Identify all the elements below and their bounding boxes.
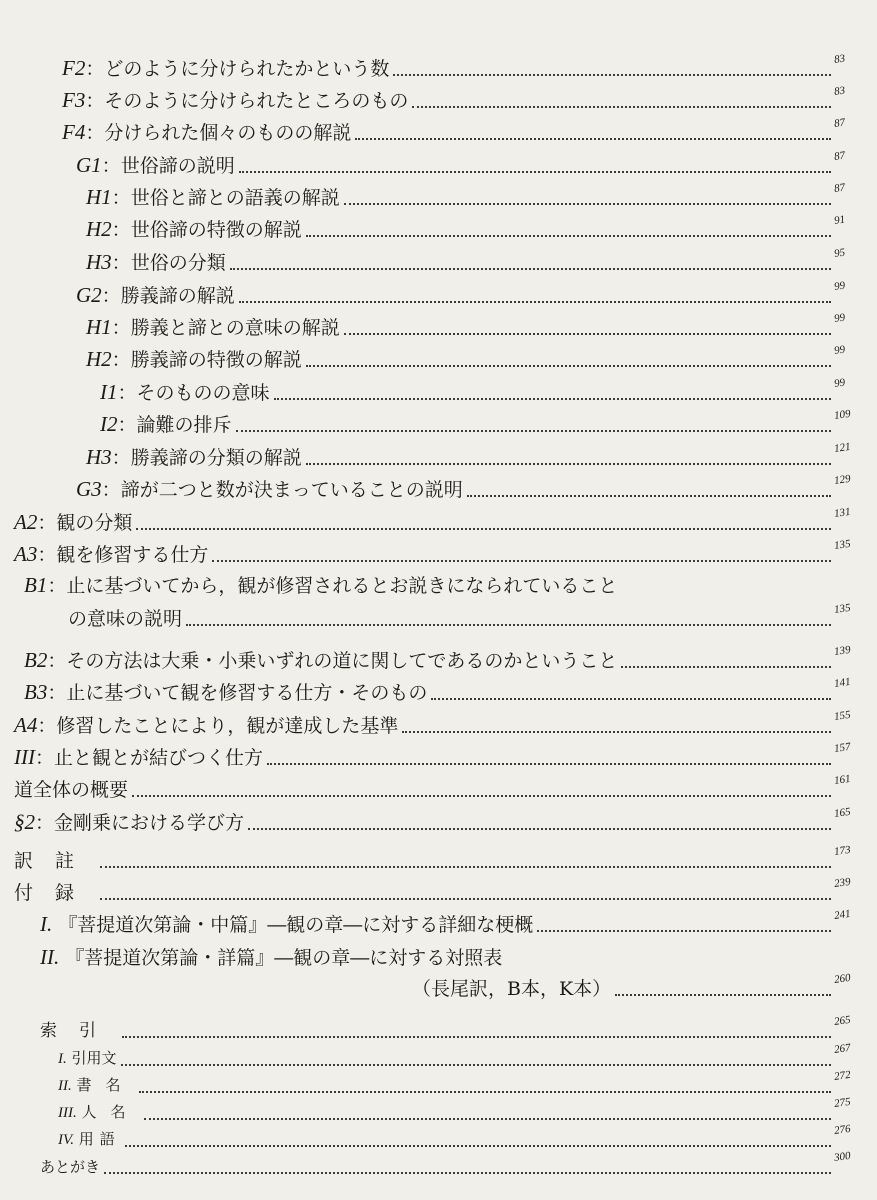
- entry-title: 金剛乗における学び方: [54, 812, 245, 834]
- page-number: 99: [833, 279, 846, 293]
- page-number: 165: [833, 805, 852, 820]
- leader-dots: [306, 235, 831, 237]
- toc-entry: A4：修習したことにより，観が達成した基準 155: [14, 703, 857, 737]
- entry-number: H3: [86, 445, 112, 469]
- entry-title: 『菩提道次第論・詳篇』―観の章―に対する対照表: [65, 947, 503, 969]
- page-number: 109: [833, 407, 852, 422]
- entry-number: I2: [100, 412, 118, 436]
- entry-title: 訳註: [14, 850, 97, 872]
- toc-entry: [14, 838, 857, 872]
- entry-title: 諦が二つと数が決まっていることの説明: [120, 479, 463, 501]
- page-number: 141: [833, 675, 852, 690]
- entry-number: I.: [40, 912, 53, 936]
- entry-title: 止と観とが結びつく仕方: [54, 747, 264, 769]
- entry-title: 索引: [40, 1021, 118, 1041]
- entry-title: 付録: [14, 882, 97, 904]
- toc-entry: [40, 1144, 857, 1178]
- toc-entry: G2：勝義諦の解説 99: [76, 273, 857, 307]
- entry-title: 世俗諦の説明: [120, 155, 235, 177]
- page-number: 121: [833, 440, 852, 455]
- leader-dots: [236, 430, 831, 432]
- entry-title: そのものの意味: [136, 382, 270, 404]
- page-number: 241: [833, 907, 852, 922]
- leader-dots: [239, 301, 831, 303]
- entry-number: H2: [86, 347, 112, 371]
- page-number: 135: [833, 537, 852, 552]
- page-number: 265: [833, 1013, 852, 1028]
- leader-dots: [402, 731, 831, 733]
- entry-number: A3: [14, 542, 38, 566]
- entry-title: 道全体の概要: [14, 779, 129, 801]
- entry-title: 修習したことにより，観が達成した基準: [56, 715, 399, 737]
- leader-dots: [393, 74, 831, 76]
- entry-number: §2: [14, 810, 35, 834]
- entry-number: A2: [14, 510, 38, 534]
- toc-entry: B2：その方法は大乗・小乗いずれの道に関してであるのかということ 139: [24, 638, 857, 672]
- leader-dots: [467, 495, 831, 497]
- page-number: 161: [833, 772, 852, 787]
- entry-title: 止に基づいて観を修習する仕方・そのもの: [66, 682, 428, 704]
- entry-number: II.: [58, 1078, 72, 1094]
- entry-number: III: [14, 745, 35, 769]
- entry-number: B2: [24, 648, 48, 672]
- toc-entry: B1：止に基づいてから，観が修習されるとお説きになられていること: [24, 573, 618, 597]
- toc-entry: F2：どのように分けられたかという数 83: [62, 46, 857, 80]
- entry-title: 用語: [78, 1130, 121, 1148]
- toc-entry: H3：世俗の分類 95: [86, 240, 857, 274]
- toc-entry: [14, 767, 857, 801]
- entry-number: H1: [86, 185, 112, 209]
- entry-number: I1: [100, 380, 118, 404]
- page-number: 99: [833, 376, 846, 390]
- page-number: 87: [833, 149, 846, 163]
- page-number: 300: [833, 1149, 852, 1164]
- leader-dots: [100, 866, 831, 868]
- page-number: 139: [833, 643, 852, 658]
- leader-dots: [212, 560, 831, 562]
- leader-dots: [537, 930, 831, 932]
- entry-number: H2: [86, 217, 112, 241]
- page-number: 157: [833, 740, 852, 755]
- leader-dots: [239, 171, 831, 173]
- entry-title: そのように分けられたところのもの: [104, 90, 409, 112]
- leader-dots: [104, 1172, 831, 1174]
- leader-dots: [248, 828, 831, 830]
- entry-number: F2: [62, 56, 86, 80]
- entry-title: 『菩提道次第論・中篇』―観の章―に対する詳細な梗概: [58, 914, 534, 936]
- leader-dots: [306, 463, 831, 465]
- leader-dots: [267, 763, 831, 765]
- page-number: 239: [833, 875, 852, 890]
- page-number: 87: [833, 181, 846, 195]
- leader-dots: [344, 203, 831, 205]
- entry-number: G3: [76, 477, 102, 501]
- toc-entry: A3：観を修習する仕方 135: [14, 532, 857, 566]
- page-number: 276: [833, 1122, 852, 1137]
- entry-title: その方法は大乗・小乗いずれの道に関してであるのかということ: [66, 650, 618, 672]
- entry-number: F4: [62, 120, 86, 144]
- page-number: 99: [833, 311, 846, 325]
- page-number: 87: [833, 116, 846, 130]
- toc-entry: F3：そのように分けられたところのもの 83: [62, 78, 857, 112]
- entry-title: 止に基づいてから，観が修習されるとお説きになられていること: [66, 575, 618, 597]
- toc-entry: I1：そのものの意味 99: [100, 370, 857, 404]
- page-number: 260: [833, 971, 852, 986]
- leader-dots: [274, 398, 831, 400]
- page-number: 129: [833, 472, 852, 487]
- toc-entry: [40, 902, 857, 936]
- page-number: 83: [833, 84, 846, 98]
- entry-title: どのように分けられたかという数: [104, 58, 390, 80]
- page-number: 173: [833, 843, 852, 858]
- entry-number: H1: [86, 315, 112, 339]
- entry-title: 勝義と諦との意味の解説: [130, 317, 340, 339]
- leader-dots: [412, 106, 831, 108]
- leader-dots: [344, 333, 831, 335]
- page-number: 155: [833, 708, 852, 723]
- entry-title: の意味の説明: [68, 608, 183, 630]
- entry-number: B3: [24, 680, 48, 704]
- entry-title: 引用文: [71, 1049, 117, 1067]
- toc-entry: H2：世俗諦の特徴の解説 91: [86, 207, 857, 241]
- entry-title: 人名: [81, 1103, 140, 1121]
- toc-entry: F4：分けられた個々のものの解説 87: [62, 110, 857, 144]
- toc-entry: G3：諦が二つと数が決まっていることの説明 129: [76, 467, 857, 501]
- toc-entry: B3：止に基づいて観を修習する仕方・そのもの 141: [24, 670, 857, 704]
- entry-number: G1: [76, 153, 102, 177]
- toc-entry: G1：世俗諦の説明 87: [76, 143, 857, 177]
- page-number: 95: [833, 246, 846, 260]
- entry-number: B1: [24, 573, 48, 597]
- toc-entry: III：止と観とが結びつく仕方 157: [14, 735, 857, 769]
- toc-entry: I2：論難の排斥 109: [100, 402, 857, 436]
- toc-entry: §2：金剛乗における学び方 165: [14, 800, 857, 834]
- page-number: 272: [833, 1068, 852, 1083]
- entry-title: 世俗の分類: [130, 252, 226, 274]
- leader-dots: [100, 898, 831, 900]
- entry-title: （長尾訳，B本，K本）: [412, 978, 612, 1000]
- page-number: 83: [833, 52, 846, 66]
- entry-number: IV.: [58, 1132, 74, 1148]
- toc-entry: H2：勝義諦の特徴の解説 99: [86, 337, 857, 371]
- entry-title: 勝義諦の解説: [120, 285, 235, 307]
- entry-number: III.: [58, 1105, 77, 1121]
- entry-number: A4: [14, 713, 38, 737]
- entry-title: 世俗諦の特徴の解説: [130, 219, 302, 241]
- entry-number: F3: [62, 88, 86, 112]
- leader-dots: [132, 795, 831, 797]
- entry-title: 分けられた個々のものの解説: [104, 122, 352, 144]
- page-number: 91: [833, 213, 846, 227]
- entry-title: 勝義諦の特徴の解説: [130, 349, 302, 371]
- page-number: 99: [833, 343, 846, 357]
- toc-entry: H1：勝義と諦との意味の解説 99: [86, 305, 857, 339]
- leader-dots: [136, 528, 831, 530]
- entry-title: 観の分類: [56, 512, 133, 534]
- entry-number: II.: [40, 945, 60, 969]
- entry-title: あとがき: [40, 1158, 101, 1176]
- leader-dots: [186, 624, 831, 626]
- leader-dots: [355, 138, 831, 140]
- page-number: 135: [833, 601, 852, 616]
- entry-number: I.: [58, 1051, 67, 1067]
- entry-title: 勝義諦の分類の解説: [130, 447, 302, 469]
- toc-entry: H1：世俗と諦との語義の解説 87: [86, 175, 857, 209]
- toc-entry: A2：観の分類 131: [14, 500, 857, 534]
- entry-title: 書名: [76, 1076, 135, 1094]
- toc-entry: [14, 870, 857, 904]
- toc-entry-continuation: [68, 596, 857, 630]
- leader-dots: [615, 994, 831, 996]
- entry-number: H3: [86, 250, 112, 274]
- entry-title: 論難の排斥: [136, 414, 232, 436]
- entry-number: G2: [76, 283, 102, 307]
- entry-title: 世俗と諦との語義の解説: [130, 187, 340, 209]
- leader-dots: [230, 268, 831, 270]
- entry-title: 観を修習する仕方: [56, 544, 209, 566]
- page-number: 275: [833, 1095, 852, 1110]
- leader-dots: [306, 365, 831, 367]
- toc-entry: H3：勝義諦の分類の解説 121: [86, 435, 857, 469]
- leader-dots: [431, 698, 831, 700]
- page-number: 267: [833, 1041, 852, 1056]
- leader-dots: [621, 666, 831, 668]
- toc-entry-continuation: [412, 966, 857, 1000]
- page-number: 131: [833, 505, 852, 520]
